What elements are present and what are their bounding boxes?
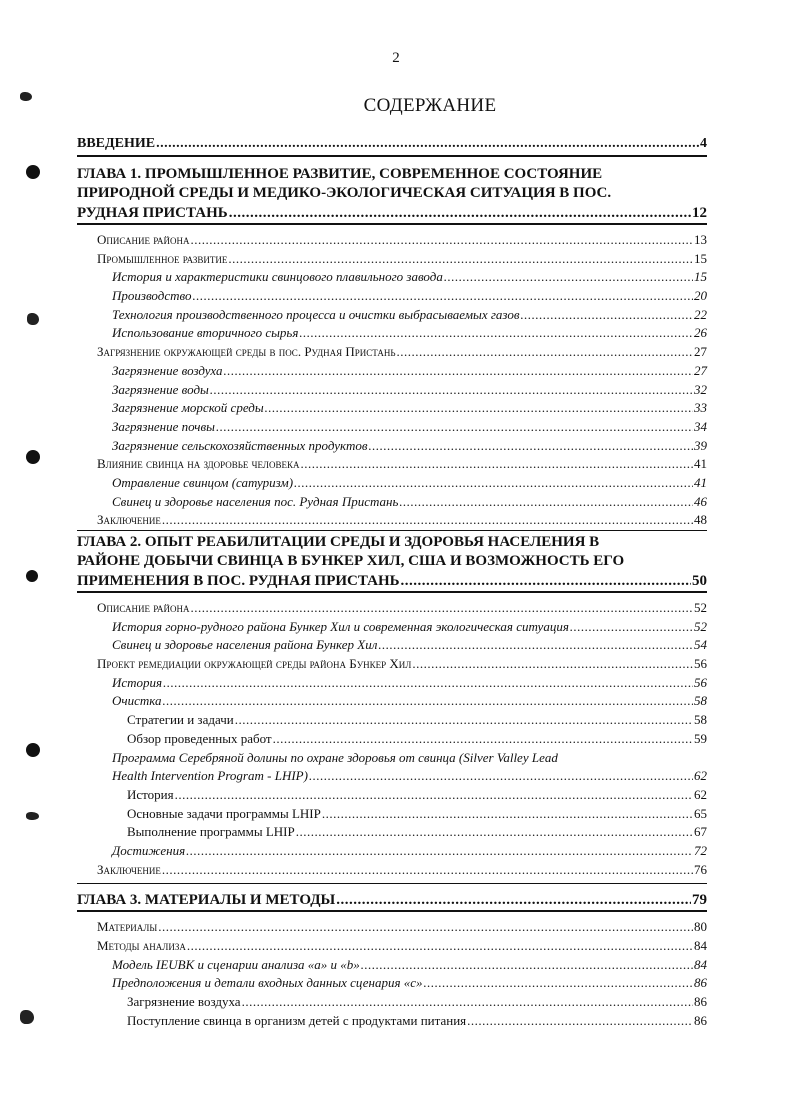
toc-page-number: 41 — [694, 456, 707, 472]
toc-page-number: 32 — [694, 381, 707, 397]
scan-mark — [20, 1010, 34, 1024]
toc-entry-text: Модель IEUBK и сценарии анализа «a» и «b» — [112, 956, 360, 972]
toc-page-number: 67 — [694, 824, 707, 840]
toc-entry-text: Предположения и детали входных данных сценария «c» — [112, 975, 423, 991]
chapter-title-line: ГЛАВА 1. ПРОМЫШЛЕННОЕ РАЗВИТИЕ, СОВРЕМЕННОЕ СОСТОЯНИЕ — [77, 166, 603, 182]
dot-leader — [399, 493, 693, 512]
dot-leader — [322, 805, 693, 824]
toc-entry[interactable] — [77, 474, 707, 493]
toc-page-number: 22 — [694, 306, 707, 322]
dot-leader — [369, 437, 694, 456]
toc-page-number: 26 — [694, 325, 707, 341]
toc-entry[interactable] — [77, 767, 707, 786]
toc-entry[interactable] — [77, 399, 707, 418]
toc-entry-text: Очистка — [112, 693, 162, 709]
toc-page-number: 52 — [694, 600, 707, 615]
toc-page-number: 84 — [694, 938, 707, 953]
toc-page-number: 58 — [694, 693, 707, 709]
toc-entry[interactable] — [77, 730, 707, 749]
toc-entry-text: Загрязнение воды — [112, 381, 209, 397]
toc-entry-text: Технология производственного процесса и очистки выбрасываемых газов — [112, 306, 520, 322]
dot-leader — [242, 993, 693, 1012]
dot-leader — [361, 956, 693, 975]
dot-leader — [401, 571, 691, 591]
toc-entry[interactable] — [77, 692, 707, 711]
scan-mark — [26, 812, 39, 820]
toc-entry-text: История — [127, 786, 174, 802]
toc-page-number: 15 — [694, 250, 707, 266]
toc-page-number: 56 — [694, 656, 707, 672]
toc-page-number: 20 — [694, 288, 707, 304]
toc-entry[interactable] — [77, 993, 707, 1012]
dot-leader — [235, 711, 693, 730]
chapter-title-line: ГЛАВА 2. ОПЫТ РЕАБИЛИТАЦИИ СРЕДЫ И ЗДОРОВЬЯ НАСЕЛЕНИЯ В — [77, 534, 600, 550]
toc-page-number: 62 — [694, 786, 707, 802]
toc-entry[interactable] — [77, 655, 707, 674]
toc-entry-text: История горно-рудного района Бункер Хил и современная экологическая ситуация — [112, 618, 569, 634]
toc-page-number: 4 — [700, 136, 707, 151]
dot-leader — [301, 455, 694, 474]
toc-page-number: 58 — [694, 712, 707, 728]
dot-leader — [156, 133, 699, 155]
dot-leader — [192, 287, 693, 306]
toc-entry[interactable] — [77, 324, 707, 343]
binder-hole — [26, 743, 40, 757]
toc-entry-text: РУДНАЯ ПРИСТАНЬ — [77, 205, 228, 221]
toc-entry[interactable] — [77, 287, 707, 306]
dot-leader — [223, 362, 693, 381]
toc-entry[interactable] — [77, 674, 707, 693]
page-title: СОДЕРЖАНИЕ — [363, 95, 497, 116]
toc-entry[interactable] — [77, 937, 707, 956]
dot-leader — [309, 767, 693, 786]
dot-leader — [397, 343, 693, 362]
binder-hole — [26, 450, 40, 464]
toc-page-number: 15 — [694, 269, 707, 285]
toc-entry-text: Заключение — [97, 512, 161, 528]
dot-leader — [162, 861, 693, 880]
toc-entry-text: Заключение — [97, 861, 161, 877]
toc-page-number: 12 — [692, 205, 707, 221]
toc-entry[interactable] — [77, 437, 707, 456]
toc-entry[interactable] — [77, 636, 707, 655]
toc-entry[interactable] — [77, 805, 707, 824]
chapter-title-line: ПРИРОДНОЙ СРЕДЫ И МЕДИКО-ЭКОЛОГИЧЕСКАЯ СИТУАЦИЯ В ПОС. — [77, 185, 612, 201]
toc-entry-text: Обзор проведенных работ — [127, 730, 272, 746]
toc-page-number: 27 — [694, 362, 707, 378]
toc-entry-text: Отравление свинцом (сатуризм) — [112, 474, 294, 490]
page-number: 2 — [392, 50, 400, 66]
toc-entry[interactable] — [77, 1012, 707, 1031]
dot-leader — [336, 890, 691, 910]
dot-leader — [520, 306, 693, 325]
toc-page-number: 27 — [694, 344, 707, 360]
toc-page-number: 13 — [694, 232, 707, 247]
toc-entry[interactable] — [77, 786, 707, 805]
toc-entry[interactable] — [77, 511, 707, 530]
toc-page-number: 41 — [694, 474, 707, 490]
toc-entry-text: Методы анализа — [97, 938, 186, 953]
toc-page-number: 34 — [694, 418, 707, 434]
toc-entry-text: ПРИМЕНЕНИЯ В ПОС. РУДНАЯ ПРИСТАНЬ — [77, 573, 400, 589]
toc-entry[interactable] — [77, 306, 707, 325]
toc-entry-text: Загрязнение почвы — [112, 418, 215, 434]
dot-leader — [158, 918, 693, 937]
scan-mark — [27, 313, 39, 325]
dot-leader — [163, 674, 693, 693]
toc-entry[interactable] — [77, 250, 707, 269]
toc-page-number: 84 — [694, 956, 707, 972]
toc-page-number: 65 — [694, 805, 707, 821]
chapter-2-heading[interactable] — [77, 530, 707, 593]
toc-page-number: 33 — [694, 400, 707, 416]
toc-entry-text: Загрязнение морской среды — [112, 400, 264, 416]
dot-leader — [175, 786, 693, 805]
toc-entry[interactable] — [77, 618, 707, 637]
toc-entry-text: Промышленное развитие — [97, 250, 228, 266]
dot-leader — [228, 250, 693, 269]
dot-leader — [229, 203, 691, 223]
toc-page-number: 59 — [694, 730, 707, 746]
toc-page-number: 56 — [694, 674, 707, 690]
toc-entry-text: Health Intervention Program - LHIP) — [112, 768, 308, 784]
dot-leader — [191, 231, 693, 250]
toc-entry-text: Достижения — [112, 842, 186, 858]
toc-entry-text: Основные задачи программы LHIP — [127, 805, 321, 821]
toc-entry[interactable] — [77, 455, 707, 474]
toc-introduction[interactable] — [77, 133, 707, 157]
toc-page-number: 86 — [694, 994, 707, 1010]
dot-leader — [273, 730, 693, 749]
toc-entry-text: Загрязнение окружающей среды в пос. Рудная Пристань — [97, 344, 396, 360]
dot-leader — [163, 692, 693, 711]
toc-page-number: 72 — [694, 842, 707, 858]
dot-leader — [216, 418, 693, 437]
dot-leader — [570, 618, 693, 637]
dot-leader — [299, 324, 693, 343]
dot-leader — [296, 823, 693, 842]
toc-page-number: 86 — [694, 1012, 707, 1028]
toc-entry[interactable] — [77, 381, 707, 400]
toc-entry-text: История — [112, 674, 163, 690]
table-of-contents — [77, 133, 707, 1030]
toc-entry-wrapped-line[interactable]: Программа Серебряной долины по охране здоровья от свинца (Silver Valley Lead — [112, 749, 558, 765]
toc-page-number: 39 — [694, 437, 707, 453]
binder-hole — [26, 570, 38, 582]
toc-page-number: 86 — [694, 975, 707, 991]
dot-leader — [210, 381, 693, 400]
toc-page-number: 62 — [694, 768, 707, 784]
toc-entry[interactable] — [77, 268, 707, 287]
dot-leader — [467, 1012, 693, 1031]
toc-page-number: 52 — [694, 618, 707, 634]
chapter-title-line: РАЙОНЕ ДОБЫЧИ СВИНЦА В БУНКЕР ХИЛ, США И ВОЗМОЖНОСТЬ ЕГО — [77, 553, 625, 569]
toc-entry-text: Поступление свинца в организм детей с продуктами питания — [127, 1012, 467, 1028]
toc-entry-text: Загрязнение сельскохозяйственных продуктов — [112, 437, 368, 453]
toc-entry-text: ВВЕДЕНИЕ — [77, 136, 156, 151]
toc-entry-text: Материалы — [97, 919, 158, 935]
toc-entry[interactable] — [77, 823, 707, 842]
dot-leader — [294, 474, 693, 493]
dot-leader — [378, 636, 693, 655]
toc-entry[interactable] — [77, 974, 707, 993]
toc-entry-text: Влияние свинца на здоровье человека — [97, 456, 300, 472]
dot-leader — [162, 511, 693, 530]
toc-entry-text: ГЛАВА 3. МАТЕРИАЛЫ И МЕТОДЫ — [77, 892, 336, 909]
toc-entry-text: Описание района — [97, 600, 190, 615]
toc-entry-text: Загрязнение воздуха — [127, 994, 241, 1010]
dot-leader — [191, 599, 693, 618]
toc-page-number: 54 — [694, 637, 707, 653]
toc-page-number: 48 — [694, 512, 707, 528]
toc-entry-text: Стратегии и задачи — [127, 712, 234, 728]
dot-leader — [424, 974, 693, 993]
toc-page-number: 46 — [694, 493, 707, 509]
toc-entry-text: Выполнение программы LHIP — [127, 824, 295, 840]
toc-entry-text: История и характеристики свинцового плавильного завода — [112, 269, 443, 285]
binder-hole — [26, 165, 40, 179]
toc-entry-text: Описание района — [97, 232, 190, 247]
toc-page-number: 80 — [694, 919, 707, 935]
toc-entry[interactable] — [77, 956, 707, 975]
toc-entry[interactable] — [77, 493, 707, 512]
toc-entry[interactable] — [77, 842, 707, 861]
toc-page-number: 76 — [694, 861, 707, 877]
chapter-3-heading[interactable] — [77, 883, 707, 912]
toc-page-number: 50 — [692, 573, 707, 589]
toc-entry-text: Производство — [112, 288, 192, 304]
dot-leader — [186, 842, 693, 861]
toc-entry-text: Свинец и здоровье населения района Бункер Хил — [112, 637, 378, 653]
toc-page-number: 79 — [692, 892, 707, 909]
dot-leader — [412, 655, 693, 674]
toc-entry-text: Использование вторичного сырья — [112, 325, 299, 341]
toc-entry-text: Проект ремедиации окружающей среды района Бункер Хил — [97, 656, 412, 672]
toc-entry-text: Загрязнение воздуха — [112, 362, 223, 378]
toc-entry-text: Свинец и здоровье населения пос. Рудная Пристань — [112, 493, 399, 509]
toc-entry[interactable] — [77, 418, 707, 437]
dot-leader — [444, 268, 693, 287]
dot-leader — [187, 937, 693, 956]
chapter-1-heading[interactable] — [77, 165, 707, 225]
toc-entry[interactable] — [77, 861, 707, 880]
toc-entry[interactable] — [77, 599, 707, 618]
toc-entry[interactable] — [77, 918, 707, 937]
toc-entry[interactable] — [77, 231, 707, 250]
toc-entry[interactable] — [77, 362, 707, 381]
dot-leader — [265, 399, 693, 418]
toc-entry[interactable] — [77, 711, 707, 730]
toc-entry[interactable] — [77, 343, 707, 362]
